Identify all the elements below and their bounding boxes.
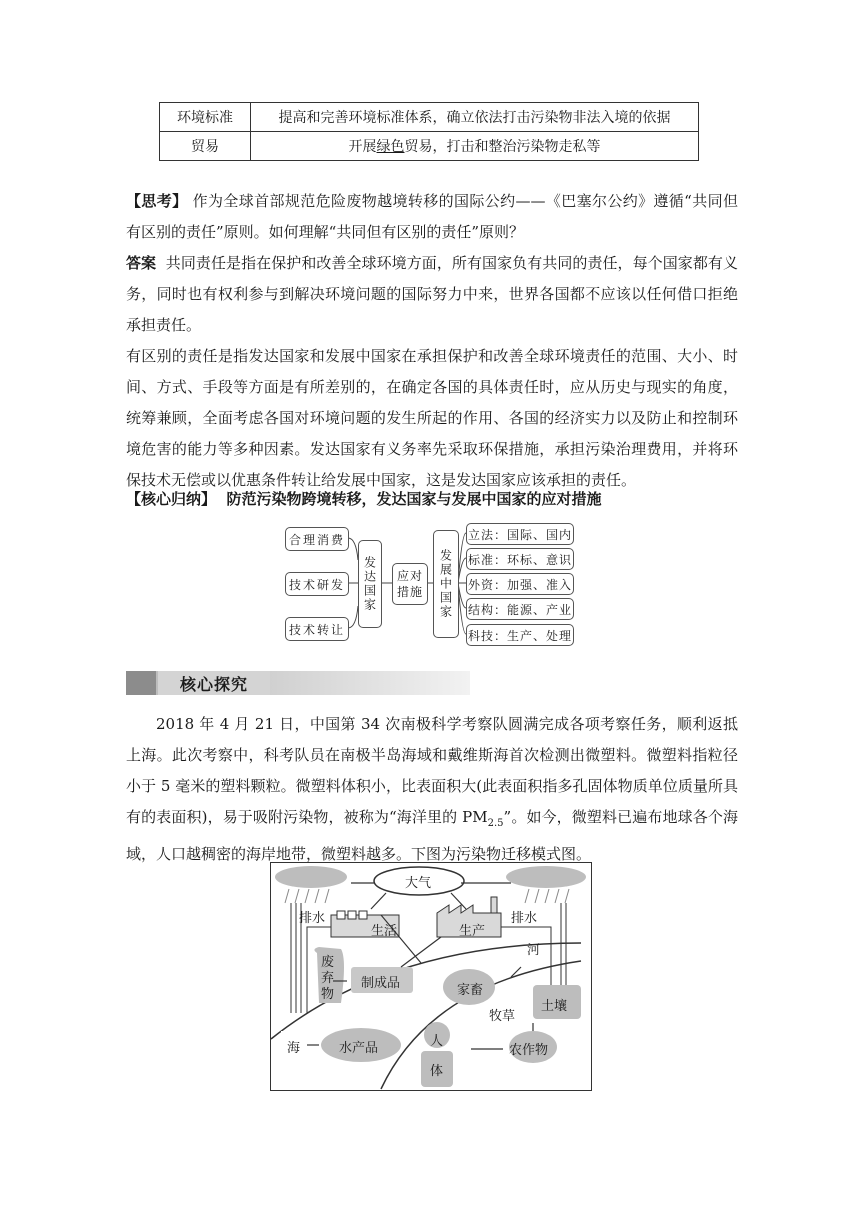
- diagram-label-river: 河: [527, 943, 541, 958]
- mm-developed: [358, 540, 382, 628]
- mm-right-item: 科技：生产、处理: [466, 624, 574, 646]
- diagram-label-air: 大气: [405, 876, 432, 891]
- answer-text-1: 共同责任是指在保护和改善全球环境方面，所有国家负有共同的责任，每个国家都有义务，同时也有权利参与到解决环境问题的国际努力中来，世界各国都不应该以任何借口拒绝承担责任。: [126, 254, 738, 334]
- mm-left-item: 技术转让: [285, 617, 349, 641]
- diagram-label-livestock: 家畜: [457, 983, 484, 998]
- mm-center: [392, 563, 428, 605]
- text-segment: 贸易，打击和整治污染物走私等: [404, 139, 601, 155]
- mm-right-item: 标准：环标、意识: [466, 548, 574, 570]
- intro-text: ”。如今，微塑料已遍布地球各个海域，人口越稠密的海岸地带，微塑料越多。下图为污染物迁移模式图。: [126, 808, 738, 863]
- summary-title: 防范污染物跨境转移，发达国家与发展中国家的应对措施: [226, 490, 602, 508]
- mm-left-item: 技术研发: [285, 572, 349, 596]
- diagram-label-pasture: 牧草: [489, 1009, 516, 1024]
- diagram-label-drain-right: 排水: [511, 911, 538, 926]
- mm-right-item: 立法：国际、国内: [466, 523, 574, 545]
- diagram-label-aquatic: 水产品: [339, 1041, 379, 1056]
- diagram-label-production: 生产: [459, 924, 486, 939]
- mm-right-item: 结构：能源、产业: [466, 598, 574, 620]
- diagram-label-waste: 废弃物: [321, 955, 335, 1002]
- mm-developing-label: 发展中国家: [438, 549, 453, 619]
- mm-left-item: 合理消费: [285, 527, 349, 551]
- diagram-label-life: 生活: [371, 924, 398, 939]
- intro-text: 2018 年 4 月 21 日，中国第 34 次南极科学考察队圆满完成各项考察任务，顺利返抵上海。此次考察中，科考队员在南极半岛海域和戴维斯海首次检测出微塑料。微塑料指粒径小于 5 毫米的塑料颗粒。微塑料体积小，比表面积大(此表面积指多孔固体物质单位质量所具有的表面积)，易于吸附污染物，被称为“海洋里的 PM: [126, 715, 738, 826]
- answer-tag: 答案: [126, 254, 157, 272]
- mm-right-item: 外资：加强、准入: [466, 573, 574, 595]
- intro-subscript: 2.5: [487, 818, 504, 829]
- section-title: 核心探究: [158, 671, 270, 695]
- answer-paragraph-2: 有区别的责任是指发达国家和发展中国家在承担保护和改善全球环境责任的范围、大小、时间、方式、手段等方面是有所差别的，在确定各国的具体责任时，应从历史与现实的角度，统筹兼顾，全面考虑各国对环境问题的发生所起的作用、各国的经济实力以及防止和控制环境危害的能力等多种因素。发达国家有义务率先采取环保措施，承担污染治理费用，并将环保技术无偿或以优惠条件转让给发展中国家，这是发达国家应该承担的责任。: [126, 347, 738, 489]
- mm-developing: [433, 530, 459, 638]
- table-cell-label: 环境标准: [160, 103, 251, 132]
- underlined-word: 绿色: [376, 139, 405, 155]
- pollutant-migration-diagram: [270, 862, 592, 1091]
- mm-developed-label: 发达国家: [362, 556, 377, 612]
- diagram-label-crops: 农作物: [509, 1043, 549, 1058]
- table-cell-content: 提高和完善环境标准体系，确立依法打击污染物非法入境的依据: [251, 103, 699, 132]
- table-cell-label: 贸易: [160, 132, 251, 161]
- diagram-label-soil: 土壤: [541, 999, 568, 1014]
- diagram-label-human: 人体: [430, 1034, 444, 1079]
- mm-center-label: 应对措施: [397, 569, 424, 599]
- intro-paragraph: [126, 709, 738, 870]
- think-question: 作为全球首部规范危险废物越境转移的国际公约——《巴塞尔公约》遵循“共同但有区别的责任”原则。如何理解“共同但有区别的责任”原则？: [126, 192, 738, 241]
- think-tag: 【思考】: [126, 192, 188, 210]
- diagram-label-sea: 海: [287, 1041, 301, 1056]
- diagram-label-products: 制成品: [361, 976, 401, 991]
- summary-tag: 【核心归纳】: [126, 490, 217, 508]
- text-segment: 开展: [348, 139, 377, 155]
- diagram-label-drain-left: 排水: [299, 911, 326, 926]
